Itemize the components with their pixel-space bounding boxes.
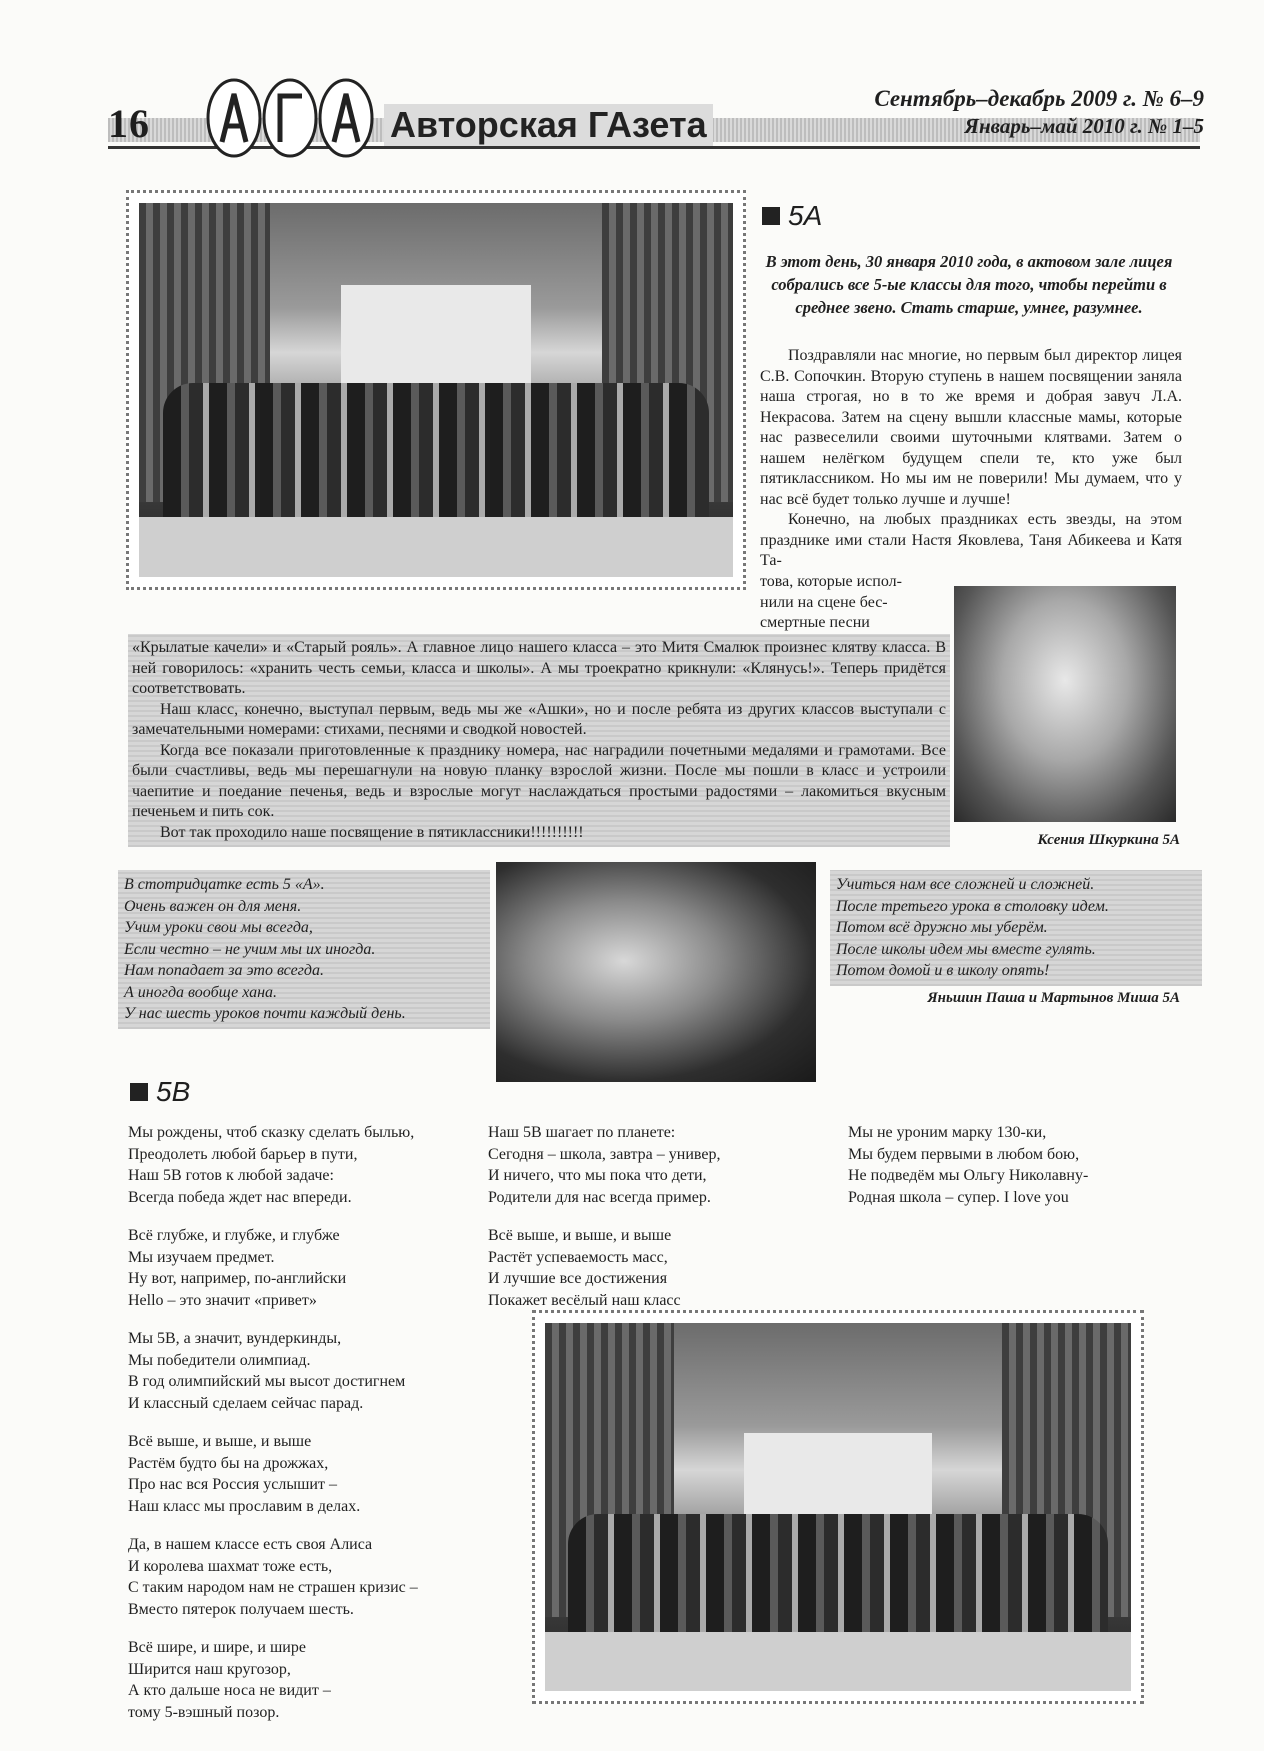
stanza <box>128 1637 468 1723</box>
poem-line: Вместо пятерок получаем шесть. <box>128 1600 354 1618</box>
poem-line: Про нас вся Россия услышит – <box>128 1476 337 1493</box>
stanza <box>488 1225 808 1311</box>
photo-girl-portrait <box>954 586 1176 822</box>
poem-5b-column-1 <box>128 1122 468 1740</box>
poem-line: Всё шире, и шире, и шире <box>128 1639 306 1656</box>
paragraph: Поздравляли нас многие, но первым был директор лицея С.В. Сопочкин. Вторую ступень в нашем посвящении заняла наша строгая, но в то же время и добрая завуч Л.А. Некрасова. Затем на сцену вышли классные мамы, которые нас развеселили своими шуточными клятвами. Затем о нашем нелёгком будущем спели те, кто уже был пятиклассником. Но мы им не поверили! Мы думаем, что у нас всё будет только лучше и лучше! <box>760 347 1182 508</box>
bullet-square-icon <box>762 207 780 225</box>
poem-line: И ничего, что мы пока что дети, <box>488 1167 707 1184</box>
article-text-top <box>760 346 1182 572</box>
bullet-square-icon <box>130 1083 148 1101</box>
paper-name: Авторская ГАзета <box>384 104 713 146</box>
poem-line: С таким народом нам не страшен кризис – <box>128 1579 418 1596</box>
poem-line: Учим уроки свои мы всегда, <box>124 919 313 936</box>
poem-line: Всегда победа ждет нас впереди. <box>128 1188 352 1206</box>
poem-line: Ширится наш кругозор, <box>128 1660 291 1678</box>
poem-line: Мы победители олимпиад. <box>128 1351 311 1369</box>
poem-line: Всё глубже, и глубже, и глубже <box>128 1227 340 1244</box>
paragraph: Когда все показали приготовленные к празднику номера, нас наградили почетными медалями и грамотами. Все были счастливы, ведь мы перешагнули на новую планку взрослой жизни. После мы пошли в класс и устроили чаепитие и поедание печенья, ведь и взрослые могут наслаждаться простыми радостями – лакомиться вкусным печеньем и пить сок. <box>132 741 946 820</box>
poem-signature: Яньшин Паша и Мартынов Миша 5А <box>927 990 1180 1006</box>
poem-line: Мы 5В, а значит, вундеркинды, <box>128 1330 342 1347</box>
poem-line: У нас шесть уроков почти каждый день. <box>124 1005 406 1022</box>
poem-line: Растёт успеваемость масс, <box>488 1248 668 1266</box>
poem-line: Не подведём мы Ольгу Николавну- <box>848 1167 1089 1184</box>
stanza <box>128 1431 468 1517</box>
poem-line: Покажет весёлый наш класс <box>488 1291 681 1309</box>
paragraph: «Крылатые качели» и «Старый рояль». А главное лицо нашего класса – это Митя Смалюк произнес клятву класса. В ней говорилось: «хранить честь семьи, класса и школы». А мы троекратно крикнули: «Клянусь!». Теперь придётся соответствовать. <box>132 639 946 697</box>
article-text-bottom <box>128 634 950 847</box>
poem-line: Мы изучаем предмет. <box>128 1248 275 1266</box>
poem-line: А иногда вообще хана. <box>124 983 278 1001</box>
poem-line: Учиться нам все сложней и сложней. <box>836 876 1095 893</box>
poem-line: тому 5-вэшный позор. <box>128 1703 280 1721</box>
poem-line: Наш класс мы прославим в делах. <box>128 1497 361 1515</box>
text-line: смертные песни <box>760 614 870 631</box>
photo-5b-stage <box>532 1310 1144 1704</box>
poem-right <box>830 870 1202 986</box>
poem-line: А кто дальше носа не видит – <box>128 1682 331 1699</box>
poem-line: Если честно – не учим мы их иногда. <box>124 940 376 958</box>
section-title: 5А <box>788 200 823 231</box>
poem-line: Мы будем первыми в любом бою, <box>848 1145 1080 1163</box>
logo-aga <box>204 72 376 160</box>
poem-line: Сегодня – школа, завтра – универ, <box>488 1145 721 1163</box>
paragraph: Наш класс, конечно, выступал первым, ведь мы же «Ашки», но и после ребята из других классов выступали с замечательными номерами: стихами, песнями и сводкой новостей. <box>132 700 946 738</box>
text-line: това, которые испол- <box>760 573 902 590</box>
issue-line-1: Сентябрь–декабрь 2009 г. № 6–9 <box>874 86 1204 111</box>
poem-line: Мы рождены, чтоб сказку сделать былью, <box>128 1124 415 1141</box>
section-heading-5a <box>762 200 822 232</box>
stanza <box>128 1225 468 1311</box>
poem-line: Наш 5В шагает по планете: <box>488 1124 676 1141</box>
poem-line: Всё выше, и выше, и выше <box>128 1433 312 1450</box>
poem-line: Наш 5В готов к любой задаче: <box>128 1167 334 1184</box>
poem-line: В год олимпийский мы высот достигнем <box>128 1373 406 1390</box>
poem-5b-column-3 <box>848 1122 1188 1225</box>
stanza <box>848 1122 1188 1208</box>
stanza <box>128 1534 468 1620</box>
poem-5b-column-2 <box>488 1122 808 1328</box>
poem-line: Всё выше, и выше, и выше <box>488 1227 672 1244</box>
section-heading-5b <box>130 1076 190 1108</box>
poem-line: Ну вот, например, по-английски <box>128 1270 347 1287</box>
poem-line: Потом домой и в школу опять! <box>836 962 1050 979</box>
poem-line: Растём будто бы на дрожжах, <box>128 1454 329 1472</box>
poem-line: И королева шахмат тоже есть, <box>128 1557 333 1575</box>
poem-line: И классный сделаем сейчас парад. <box>128 1394 364 1412</box>
text-line: нили на сцене бес- <box>760 593 888 611</box>
photo-5a-stage <box>126 190 746 590</box>
poem-line: Преодолеть любой барьер в пути, <box>128 1145 358 1163</box>
poem-line: Hello – это значит «привет» <box>128 1291 317 1309</box>
photo-two-boys <box>496 862 816 1082</box>
poem-line: Потом всё дружно мы уберём. <box>836 919 1048 936</box>
stanza <box>488 1122 808 1208</box>
section-title: 5В <box>156 1076 191 1107</box>
lead-paragraph: В этот день, 30 января 2010 года, в актовом зале лицея собрались все 5-ые классы для того, чтобы перейти в среднее звено. Стать старше, умнее, разумнее. <box>765 252 1173 317</box>
poem-line: И лучшие все достижения <box>488 1270 668 1287</box>
author-signature: Ксения Шкуркина 5А <box>1037 832 1180 848</box>
article-text-wrap <box>760 572 942 634</box>
poem-line: Родители для нас всегда пример. <box>488 1188 711 1206</box>
issue-line-2: Январь–май 2010 г. № 1–5 <box>964 114 1204 138</box>
poem-line: После школы идем мы вместе гулять. <box>836 940 1096 958</box>
poem-line: Мы не уроним марку 130-ки, <box>848 1124 1047 1141</box>
poem-line: Родная школа – супер. I love you <box>848 1188 1069 1206</box>
poem-line: Очень важен он для меня. <box>124 897 302 915</box>
paragraph: Вот так проходило наше посвящение в пятиклассники!!!!!!!!!! <box>160 823 584 841</box>
poem-line: В стотридцатке есть 5 «А». <box>124 876 325 893</box>
stanza <box>128 1122 468 1208</box>
poem-line: Да, в нашем классе есть своя Алиса <box>128 1536 373 1553</box>
poem-line: После третьего урока в столовку идем. <box>836 897 1109 915</box>
poem-line: Нам попадает за это всегда. <box>124 962 325 979</box>
stanza <box>128 1328 468 1414</box>
poem-left <box>118 870 490 1029</box>
paragraph: Конечно, на любых праздниках есть звезды, на этом празднике ими стали Настя Яковлева, Таня Абикеева и Катя Та- <box>760 511 1182 569</box>
page-number: 16 <box>108 101 150 146</box>
